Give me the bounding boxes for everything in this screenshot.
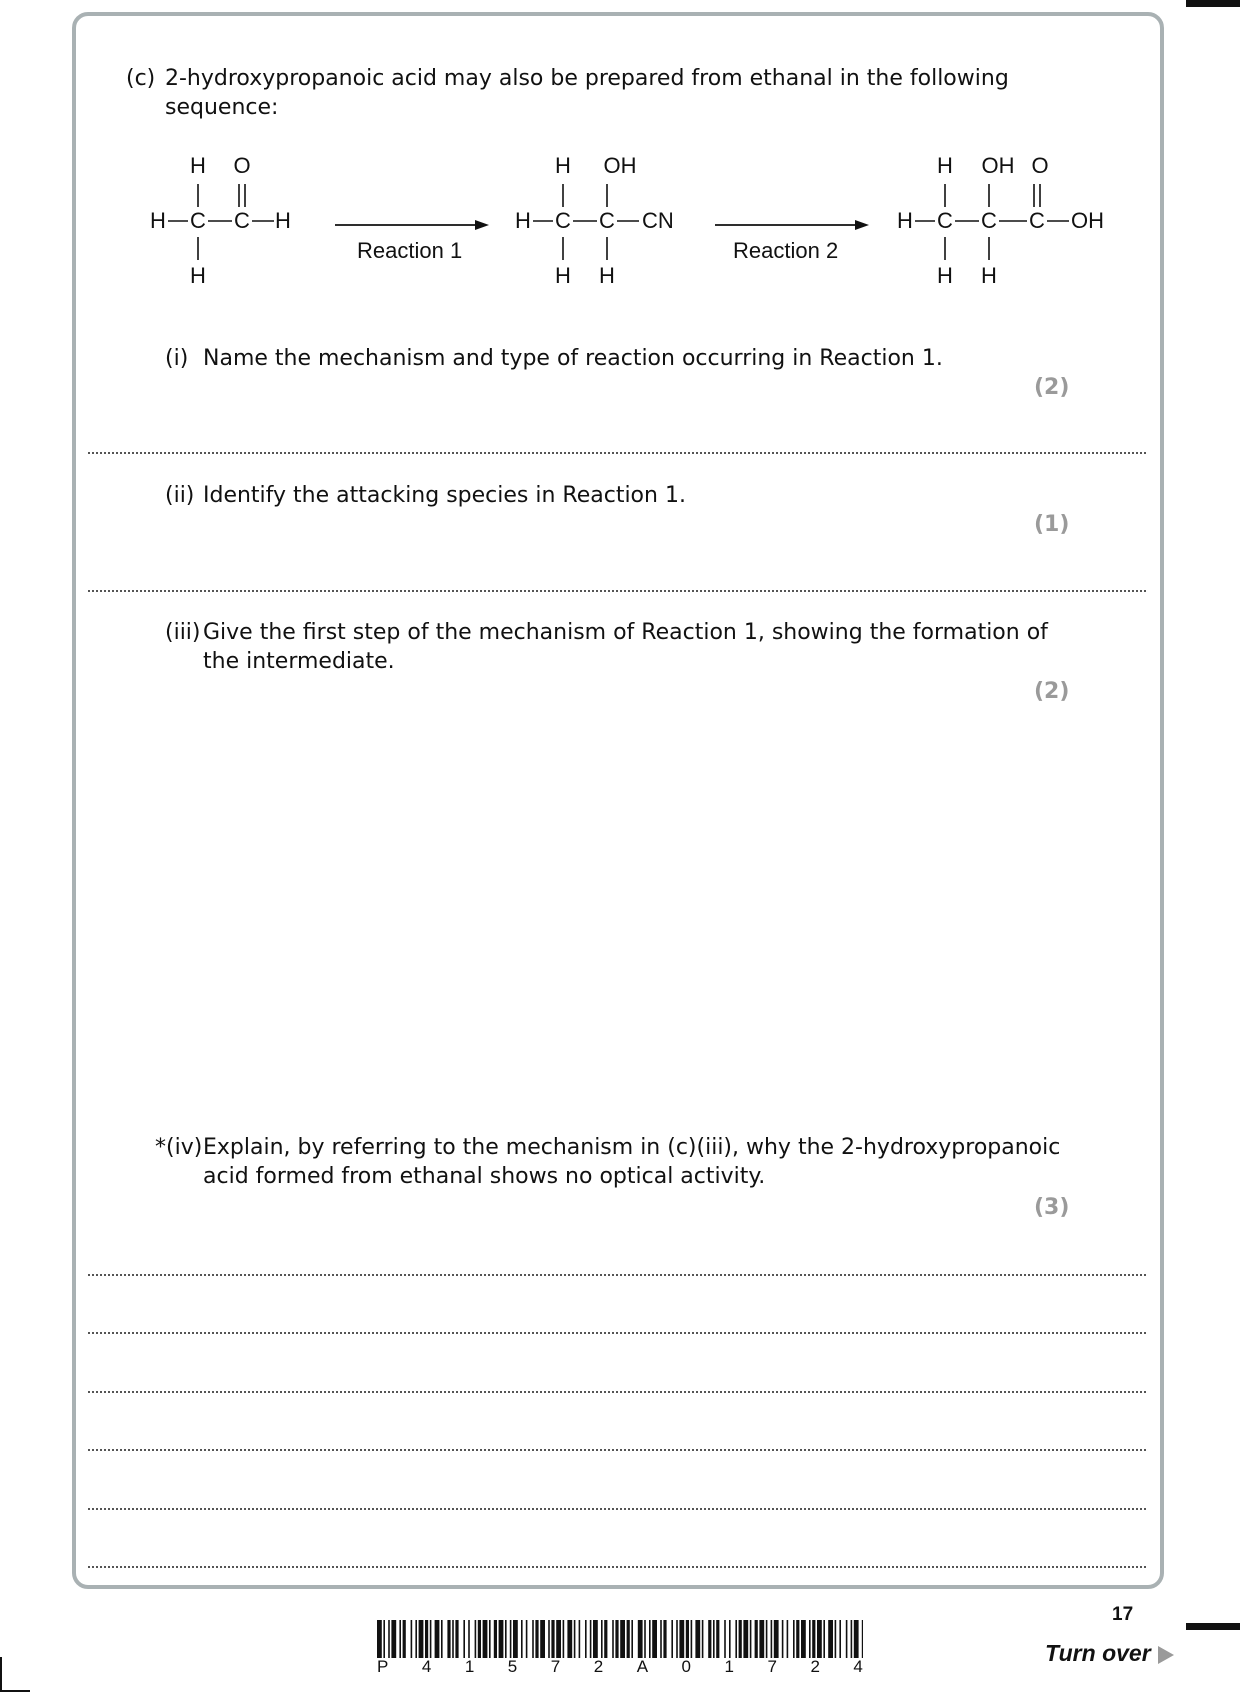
barcode-digit: 1 (724, 1657, 734, 1676)
reaction-2-label: Reaction 2 (733, 238, 839, 263)
part-iii-marks: (2) (1034, 679, 1070, 704)
part-iv-text-line2: acid formed from ethanal shows no optical activity. (203, 1164, 766, 1189)
part-iv-text-line1: Explain, by referring to the mechanism in (c)(iii), why the 2-hydroxypropanoic (203, 1135, 1061, 1160)
atom: C (190, 208, 206, 233)
part-iv-marks: (3) (1034, 1195, 1070, 1220)
answer-line[interactable] (88, 590, 1146, 592)
atom: OH (981, 153, 1015, 178)
part-ii-text: Identify the attacking species in Reaction 1. (203, 483, 686, 508)
atom: H (937, 153, 953, 178)
question-label: (c) (126, 66, 156, 91)
atom: C (981, 208, 997, 233)
atom: H (981, 263, 997, 288)
atom: H (150, 208, 166, 233)
part-ii-label: (ii) (165, 483, 195, 508)
barcode-digit: A (636, 1657, 649, 1676)
atom: H (937, 263, 953, 288)
reaction-1-label: Reaction 1 (357, 238, 463, 263)
mechanism-answer-area[interactable] (88, 710, 1146, 1110)
atom: H (897, 208, 913, 233)
atom: C (555, 208, 571, 233)
barcode-digit: 7 (550, 1657, 561, 1676)
barcode-digit: 0 (681, 1657, 691, 1676)
part-i-label: (i) (165, 346, 189, 371)
atom: C (937, 208, 953, 233)
ethanal-structure (150, 150, 310, 304)
barcode-digit: 2 (810, 1657, 820, 1676)
atom: O (1031, 153, 1049, 178)
barcode-digits (377, 1657, 863, 1677)
crop-mark (0, 1657, 30, 1692)
answer-line[interactable] (88, 1566, 1146, 1568)
atom: CN (642, 208, 674, 233)
part-i-marks: (2) (1034, 375, 1070, 400)
atom: H (555, 263, 571, 288)
atom: H (190, 263, 206, 288)
answer-line[interactable] (88, 1391, 1146, 1393)
atom: C (599, 208, 615, 233)
part-i-text: Name the mechanism and type of reaction occurring in Reaction 1. (203, 346, 943, 371)
atom: H (190, 153, 206, 178)
barcode-digit: 5 (507, 1657, 518, 1676)
hydroxypropanoic-acid-structure (897, 150, 1122, 304)
reaction-1-arrow (335, 218, 490, 232)
atom: H (555, 153, 571, 178)
barcode-digit: 4 (853, 1657, 863, 1676)
part-iv-label: *(iv) (155, 1135, 203, 1160)
barcode (377, 1620, 863, 1658)
part-iii-label: (iii) (165, 620, 201, 645)
question-stem-line2: sequence: (165, 95, 279, 120)
page-number: 17 (1112, 1604, 1134, 1625)
reaction-2-arrow (715, 218, 870, 232)
atom: C (1029, 208, 1045, 233)
answer-line[interactable] (88, 1449, 1146, 1451)
barcode-digit: 1 (464, 1657, 475, 1676)
barcode-digit: 2 (593, 1657, 604, 1676)
barcode-digit: 4 (421, 1657, 432, 1676)
barcode-digit: 7 (767, 1657, 777, 1676)
part-iii-text-line2: the intermediate. (203, 649, 395, 674)
atom: OH (1071, 208, 1104, 233)
part-iii-text-line1: Give the first step of the mechanism of Reaction 1, showing the formation of (203, 620, 1048, 645)
turn-over-arrow-icon (1158, 1646, 1174, 1664)
registration-mark-top (1186, 0, 1240, 7)
barcode-digit: P (377, 1657, 389, 1676)
answer-line[interactable] (88, 1508, 1146, 1510)
answer-line[interactable] (88, 452, 1146, 454)
atom: H (599, 263, 615, 288)
atom: C (234, 208, 250, 233)
hydroxynitrile-structure (515, 150, 690, 304)
atom: H (275, 208, 291, 233)
part-ii-marks: (1) (1034, 512, 1070, 537)
atom: H (515, 208, 531, 233)
answer-line[interactable] (88, 1332, 1146, 1334)
turn-over-label: Turn over (1045, 1640, 1151, 1666)
atom: O (233, 153, 251, 178)
question-stem-line1: 2-hydroxypropanoic acid may also be prepared from ethanal in the following (165, 66, 1009, 91)
registration-mark-bottom (1186, 1623, 1240, 1630)
atom: OH (603, 153, 637, 178)
answer-line[interactable] (88, 1274, 1146, 1276)
